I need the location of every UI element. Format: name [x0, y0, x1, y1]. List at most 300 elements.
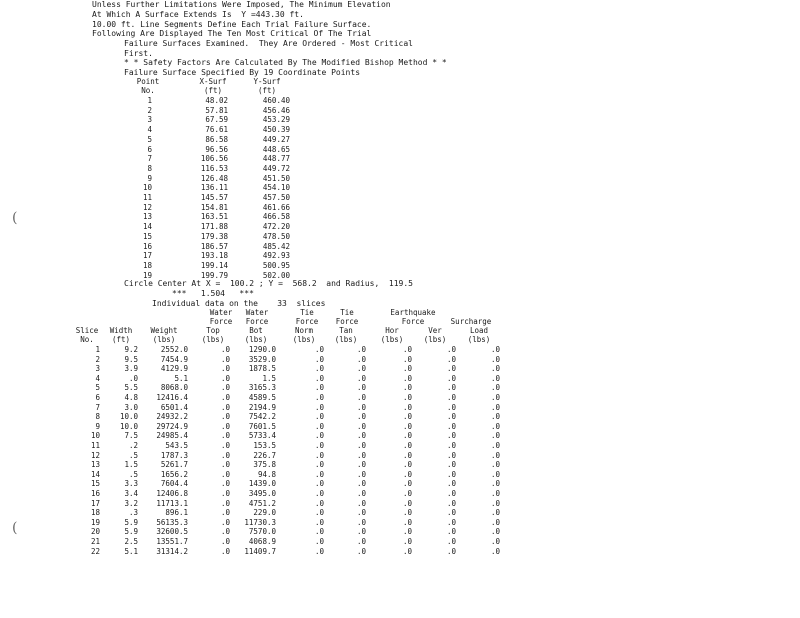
- slice-weight: 7604.4: [160, 479, 188, 489]
- tie-force-tan: .0: [356, 345, 366, 354]
- water-force-bot: 229.0: [253, 508, 276, 518]
- coord-x-surf: 96.56: [205, 144, 228, 154]
- tie-force-norm: .0: [314, 412, 324, 422]
- tie-force-norm: .0: [314, 402, 324, 412]
- coord-x-surf: 186.57: [200, 241, 228, 251]
- eq-force-ver: .0: [446, 364, 456, 374]
- slice-header: Bot: [249, 326, 263, 335]
- surcharge-load: .0: [490, 345, 500, 354]
- eq-force-hor: .0: [402, 469, 412, 479]
- eq-force-ver: .0: [446, 431, 456, 441]
- coord-y-surf: 449.27: [262, 134, 290, 144]
- tie-force-norm: .0: [314, 373, 324, 383]
- tie-force-tan: .0: [356, 412, 366, 422]
- slice-hdr-surcharge: Surcharge: [450, 317, 492, 326]
- tie-force-tan: .0: [356, 508, 366, 518]
- circle-center-line: Circle Center At X = 100.2 ; Y = 568.2 and Radius, 119.5: [124, 279, 413, 288]
- water-force-bot: 94.8: [257, 469, 276, 479]
- slice-weight: 1656.2: [160, 469, 188, 479]
- slice-no: 12: [90, 450, 100, 460]
- slice-weight: 7454.9: [160, 354, 188, 364]
- water-force-top: .0: [220, 421, 230, 431]
- tie-force-tan: .0: [356, 479, 366, 489]
- water-force-top: .0: [220, 450, 230, 460]
- slice-header-unit: (lbs): [152, 335, 176, 344]
- surcharge-load: .0: [490, 383, 500, 393]
- water-force-bot: 5733.4: [248, 431, 276, 441]
- tie-force-tan: .0: [356, 383, 366, 393]
- coord-point-no: 16: [142, 241, 152, 251]
- eq-force-ver: .0: [446, 412, 456, 422]
- coord-y-surf: 460.40: [262, 96, 290, 105]
- surcharge-load: .0: [490, 546, 500, 556]
- eq-force-hor: .0: [402, 345, 412, 354]
- eq-force-hor: .0: [402, 354, 412, 364]
- slice-hdr-force-1: Force: [209, 317, 233, 326]
- slice-no: 8: [95, 412, 100, 422]
- coord-y-surf: 502.00: [262, 270, 290, 280]
- slice-header-unit: (lbs): [423, 335, 447, 344]
- surcharge-load: .0: [490, 527, 500, 537]
- eq-force-ver: .0: [446, 450, 456, 460]
- slice-no: 2: [95, 354, 100, 364]
- coord-x-surf: 76.61: [205, 125, 228, 135]
- surcharge-load: .0: [490, 421, 500, 431]
- surcharge-load: .0: [490, 489, 500, 498]
- coord-point-no: 5: [147, 134, 152, 144]
- coord-y-surf: 466.58: [262, 212, 290, 222]
- tie-force-norm: .0: [314, 537, 324, 546]
- slice-width: .3: [128, 508, 138, 518]
- surcharge-load: .0: [490, 441, 500, 450]
- water-force-top: .0: [220, 527, 230, 537]
- slice-width: 1.5: [124, 460, 138, 470]
- slice-no: 11: [90, 441, 100, 450]
- eq-force-ver: .0: [446, 345, 456, 354]
- slice-header-unit: (lbs): [292, 335, 316, 344]
- tie-force-norm: .0: [314, 469, 324, 479]
- water-force-bot: 7542.2: [248, 412, 276, 422]
- eq-force-hor: .0: [402, 479, 412, 489]
- coord-y-surf: 454.10: [262, 183, 290, 193]
- water-force-top: .0: [220, 498, 230, 508]
- eq-force-hor: .0: [402, 441, 412, 450]
- coord-point-no: 11: [142, 193, 152, 202]
- surcharge-load: .0: [490, 402, 500, 412]
- water-force-bot: 11730.3: [244, 517, 276, 527]
- tie-force-norm: .0: [314, 460, 324, 470]
- surcharge-load: .0: [490, 517, 500, 527]
- tie-force-norm: .0: [314, 383, 324, 393]
- tie-force-tan: .0: [356, 460, 366, 470]
- slice-hdr-force-3: Force: [295, 317, 319, 326]
- eq-force-hor: .0: [402, 373, 412, 383]
- coord-y-surf: 448.77: [262, 154, 290, 164]
- slice-width: .0: [128, 373, 138, 383]
- slice-width: 2.5: [124, 537, 138, 546]
- tie-force-tan: .0: [356, 421, 366, 431]
- tie-force-norm: .0: [314, 431, 324, 441]
- coord-point-no: 10: [142, 183, 152, 193]
- coord-point-no: 1: [147, 96, 152, 105]
- coord-x-surf: 136.11: [200, 183, 228, 193]
- coord-x-surf: 154.81: [200, 202, 228, 212]
- slice-hdr-force-4: Force: [335, 317, 359, 326]
- coord-header-ysurf: Y-Surf: [253, 77, 281, 86]
- slice-header-unit: (lbs): [467, 335, 491, 344]
- slice-no: 15: [90, 479, 100, 489]
- coord-x-surf: 116.53: [200, 163, 228, 173]
- water-force-top: .0: [220, 402, 230, 412]
- coord-point-no: 19: [142, 270, 152, 280]
- coord-header-yunit: (ft): [257, 86, 277, 95]
- coord-y-surf: 451.50: [262, 173, 290, 183]
- coord-x-surf: 48.02: [205, 96, 228, 105]
- slice-hdr-force-2: Force: [245, 317, 269, 326]
- tie-force-norm: .0: [314, 527, 324, 537]
- tie-force-norm: .0: [314, 393, 324, 402]
- eq-force-hor: .0: [402, 421, 412, 431]
- slice-weight: 13551.7: [156, 537, 188, 546]
- tie-force-tan: .0: [356, 354, 366, 364]
- eq-force-ver: .0: [446, 498, 456, 508]
- slice-header-unit: (ft): [111, 335, 131, 344]
- surcharge-load: .0: [490, 450, 500, 460]
- water-force-top: .0: [220, 354, 230, 364]
- coord-x-surf: 106.56: [200, 154, 228, 164]
- slice-width: 5.9: [124, 517, 138, 527]
- coord-y-surf: 450.39: [262, 125, 290, 135]
- slice-weight: 5261.7: [160, 460, 188, 470]
- water-force-top: .0: [220, 489, 230, 498]
- coord-point-no: 8: [147, 163, 152, 173]
- tie-force-tan: .0: [356, 393, 366, 402]
- coord-x-surf: 171.88: [200, 222, 228, 232]
- coord-point-no: 13: [142, 212, 152, 222]
- slice-header-unit: (lbs): [380, 335, 404, 344]
- coord-x-surf: 199.14: [200, 260, 228, 270]
- water-force-top: .0: [220, 469, 230, 479]
- slice-header: Ver: [428, 326, 442, 335]
- slice-width: .5: [128, 450, 138, 460]
- water-force-top: .0: [220, 364, 230, 374]
- tie-force-tan: .0: [356, 402, 366, 412]
- eq-force-hor: .0: [402, 527, 412, 537]
- slice-width: 4.8: [124, 393, 138, 402]
- slice-weight: 896.1: [165, 508, 188, 518]
- slice-no: 17: [90, 498, 100, 508]
- slice-width: 3.9: [124, 364, 138, 374]
- slice-header: Width: [109, 326, 133, 335]
- coord-header-point: Point: [136, 77, 160, 86]
- coord-point-no: 7: [147, 154, 152, 164]
- eq-force-ver: .0: [446, 460, 456, 470]
- slice-weight: 31314.2: [156, 546, 188, 556]
- coord-y-surf: 478.50: [262, 231, 290, 241]
- coord-x-surf: 145.57: [200, 193, 228, 202]
- slice-no: 21: [90, 537, 100, 546]
- eq-force-hor: .0: [402, 498, 412, 508]
- water-force-bot: 4068.9: [248, 537, 276, 546]
- slice-width: 5.5: [124, 383, 138, 393]
- surcharge-load: .0: [490, 431, 500, 441]
- surcharge-load: .0: [490, 537, 500, 546]
- water-force-top: .0: [220, 412, 230, 422]
- coord-point-no: 4: [147, 125, 152, 135]
- tie-force-tan: .0: [356, 498, 366, 508]
- slice-header-unit: (lbs): [201, 335, 225, 344]
- eq-force-ver: .0: [446, 489, 456, 498]
- tie-force-norm: .0: [314, 354, 324, 364]
- coord-y-surf: 500.95: [262, 260, 290, 270]
- coord-header-xunit: (ft): [203, 86, 223, 95]
- eq-force-ver: .0: [446, 402, 456, 412]
- coord-y-surf: 472.20: [262, 222, 290, 232]
- coord-point-no: 14: [142, 222, 152, 232]
- tie-force-tan: .0: [356, 489, 366, 498]
- slice-width: 3.0: [124, 402, 138, 412]
- tie-force-norm: .0: [314, 441, 324, 450]
- water-force-bot: 1290.0: [248, 345, 276, 354]
- slice-no: 13: [90, 460, 100, 470]
- eq-force-ver: .0: [446, 537, 456, 546]
- slice-width: 5.1: [124, 546, 138, 556]
- slice-no: 22: [90, 546, 100, 556]
- surcharge-load: .0: [490, 498, 500, 508]
- slice-width: 3.3: [124, 479, 138, 489]
- eq-force-hor: .0: [402, 537, 412, 546]
- eq-force-ver: .0: [446, 421, 456, 431]
- surcharge-load: .0: [490, 508, 500, 518]
- tie-force-tan: .0: [356, 527, 366, 537]
- tie-force-tan: .0: [356, 373, 366, 383]
- failure-surface-line: Failure Surface Specified By 19 Coordinate Points: [124, 68, 361, 77]
- eq-force-hor: .0: [402, 412, 412, 422]
- water-force-top: .0: [220, 508, 230, 518]
- tie-force-tan: .0: [356, 537, 366, 546]
- eq-force-hor: .0: [402, 431, 412, 441]
- water-force-bot: 11409.7: [244, 546, 276, 556]
- tie-force-tan: .0: [356, 364, 366, 374]
- eq-force-hor: .0: [402, 508, 412, 518]
- tie-force-tan: .0: [356, 469, 366, 479]
- slice-no: 9: [95, 421, 100, 431]
- tie-force-tan: .0: [356, 431, 366, 441]
- coord-point-no: 2: [147, 105, 152, 115]
- coord-y-surf: 492.93: [262, 251, 290, 261]
- slice-no: 5: [95, 383, 100, 393]
- slice-width: 3.4: [124, 489, 138, 498]
- slice-width: .5: [128, 469, 138, 479]
- slice-hdr-water-top: Water: [209, 308, 233, 317]
- coord-x-surf: 199.79: [200, 270, 228, 280]
- tie-force-norm: .0: [314, 421, 324, 431]
- tie-force-norm: .0: [314, 489, 324, 498]
- coord-point-no: 12: [142, 202, 152, 212]
- water-force-top: .0: [220, 383, 230, 393]
- slice-header: Weight: [150, 326, 178, 335]
- eq-force-hor: .0: [402, 402, 412, 412]
- scan-mark-bottom: (: [12, 520, 18, 536]
- slice-header-unit: (lbs): [244, 335, 268, 344]
- intro-line-5: Failure Surfaces Examined. They Are Ordered - Most Critical: [124, 39, 413, 48]
- slice-weight: 1787.3: [160, 450, 188, 460]
- slice-width: 10.0: [119, 421, 138, 431]
- slice-hdr-force-5: Force: [401, 317, 425, 326]
- slice-width: 9.2: [124, 345, 138, 354]
- water-force-top: .0: [220, 373, 230, 383]
- water-force-top: .0: [220, 537, 230, 546]
- tie-force-tan: .0: [356, 450, 366, 460]
- water-force-bot: 1439.0: [248, 479, 276, 489]
- slice-hdr-water-bot: Water: [245, 308, 269, 317]
- water-force-bot: 153.5: [253, 441, 276, 450]
- slice-hdr-earthquake: Earthquake: [390, 308, 436, 317]
- water-force-bot: 7601.5: [248, 421, 276, 431]
- tie-force-tan: .0: [356, 441, 366, 450]
- slice-no: 20: [90, 527, 100, 537]
- water-force-top: .0: [220, 460, 230, 470]
- tie-force-norm: .0: [314, 498, 324, 508]
- eq-force-ver: .0: [446, 479, 456, 489]
- tie-force-tan: .0: [356, 546, 366, 556]
- water-force-bot: 3495.0: [248, 489, 276, 498]
- water-force-bot: 3165.3: [248, 383, 276, 393]
- water-force-bot: 2194.9: [248, 402, 276, 412]
- coord-y-surf: 456.46: [262, 105, 290, 115]
- eq-force-hor: .0: [402, 393, 412, 402]
- method-line: * * Safety Factors Are Calculated By The Modified Bishop Method * *: [124, 58, 447, 67]
- coord-x-surf: 193.18: [200, 251, 228, 261]
- slice-no: 7: [95, 402, 100, 412]
- coord-x-surf: 163.51: [200, 212, 228, 222]
- surcharge-load: .0: [490, 412, 500, 422]
- slice-header: Hor: [385, 326, 399, 335]
- eq-force-ver: .0: [446, 469, 456, 479]
- slice-width: 9.5: [124, 354, 138, 364]
- coord-y-surf: 461.66: [262, 202, 290, 212]
- coord-x-surf: 126.48: [200, 173, 228, 183]
- slice-width: 7.5: [124, 431, 138, 441]
- intro-line-4: Following Are Displayed The Ten Most Critical Of The Trial: [92, 29, 372, 38]
- scan-mark-top: (: [12, 210, 18, 226]
- water-force-top: .0: [220, 393, 230, 402]
- water-force-bot: 4589.5: [248, 393, 276, 402]
- coord-point-no: 18: [142, 260, 152, 270]
- safety-factor-line: *** 1.504 ***: [172, 289, 254, 298]
- tie-force-norm: .0: [314, 546, 324, 556]
- slice-no: 18: [90, 508, 100, 518]
- slice-no: 19: [90, 517, 100, 527]
- slice-no: 6: [95, 393, 100, 402]
- slice-no: 3: [95, 364, 100, 374]
- eq-force-hor: .0: [402, 517, 412, 527]
- slice-weight: 5.1: [174, 373, 188, 383]
- surcharge-load: .0: [490, 364, 500, 374]
- water-force-top: .0: [220, 517, 230, 527]
- slice-header: Slice: [75, 326, 99, 335]
- tie-force-norm: .0: [314, 364, 324, 374]
- coord-y-surf: 485.42: [262, 241, 290, 251]
- slice-weight: 543.5: [165, 441, 188, 450]
- slice-header: Top: [206, 326, 220, 335]
- slice-no: 14: [90, 469, 100, 479]
- eq-force-ver: .0: [446, 373, 456, 383]
- slice-weight: 8068.0: [160, 383, 188, 393]
- slice-weight: 6501.4: [160, 402, 188, 412]
- slice-no: 10: [90, 431, 100, 441]
- eq-force-hor: .0: [402, 546, 412, 556]
- tie-force-norm: .0: [314, 479, 324, 489]
- slice-weight: 11713.1: [156, 498, 188, 508]
- water-force-bot: 375.8: [253, 460, 276, 470]
- surcharge-load: .0: [490, 373, 500, 383]
- slice-no: 1: [95, 345, 100, 354]
- coord-x-surf: 57.81: [205, 105, 228, 115]
- eq-force-hor: .0: [402, 383, 412, 393]
- slice-weight: 12416.4: [156, 393, 188, 402]
- water-force-top: .0: [220, 546, 230, 556]
- slice-hdr-tie-tan: Tie: [340, 308, 354, 317]
- slice-weight: 2552.0: [160, 345, 188, 354]
- water-force-top: .0: [220, 441, 230, 450]
- coord-point-no: 3: [147, 115, 152, 125]
- slice-header-unit: No.: [80, 335, 94, 344]
- water-force-bot: 1878.5: [248, 364, 276, 374]
- slice-hdr-tie-norm: Tie: [300, 308, 314, 317]
- coord-y-surf: 449.72: [262, 163, 290, 173]
- surcharge-load: .0: [490, 354, 500, 364]
- slice-weight: 29724.9: [156, 421, 188, 431]
- eq-force-ver: .0: [446, 546, 456, 556]
- eq-force-hor: .0: [402, 450, 412, 460]
- slice-no: 16: [90, 489, 100, 498]
- eq-force-hor: .0: [402, 460, 412, 470]
- coord-y-surf: 448.65: [262, 144, 290, 154]
- slice-width: 10.0: [119, 412, 138, 422]
- slice-weight: 56135.3: [156, 517, 188, 527]
- surcharge-load: .0: [490, 460, 500, 470]
- tie-force-tan: .0: [356, 517, 366, 527]
- coord-point-no: 17: [142, 251, 152, 261]
- coord-point-no: 9: [147, 173, 152, 183]
- eq-force-ver: .0: [446, 527, 456, 537]
- water-force-bot: 226.7: [253, 450, 276, 460]
- eq-force-hor: .0: [402, 364, 412, 374]
- intro-line-2: At Which A Surface Extends Is Y =443.30 ft.: [92, 10, 304, 19]
- eq-force-ver: .0: [446, 508, 456, 518]
- slice-header: Load: [469, 326, 489, 335]
- water-force-bot: 4751.2: [248, 498, 276, 508]
- slice-weight: 4129.9: [160, 364, 188, 374]
- coord-x-surf: 86.58: [205, 134, 228, 144]
- water-force-bot: 7570.0: [248, 527, 276, 537]
- slice-width: 3.2: [124, 498, 138, 508]
- slices-line: Individual data on the 33 slices: [152, 299, 326, 308]
- water-force-top: .0: [220, 479, 230, 489]
- eq-force-ver: .0: [446, 383, 456, 393]
- intro-line-6: First.: [124, 49, 153, 58]
- intro-line-3: 10.00 ft. Line Segments Define Each Trial Failure Surface.: [92, 20, 372, 29]
- eq-force-ver: .0: [446, 441, 456, 450]
- tie-force-norm: .0: [314, 345, 324, 354]
- surcharge-load: .0: [490, 393, 500, 402]
- slice-weight: 32600.5: [156, 527, 188, 537]
- slice-header-unit: (lbs): [334, 335, 358, 344]
- slice-header: Tan: [339, 326, 353, 335]
- coord-y-surf: 453.29: [262, 115, 290, 125]
- slice-weight: 24985.4: [156, 431, 188, 441]
